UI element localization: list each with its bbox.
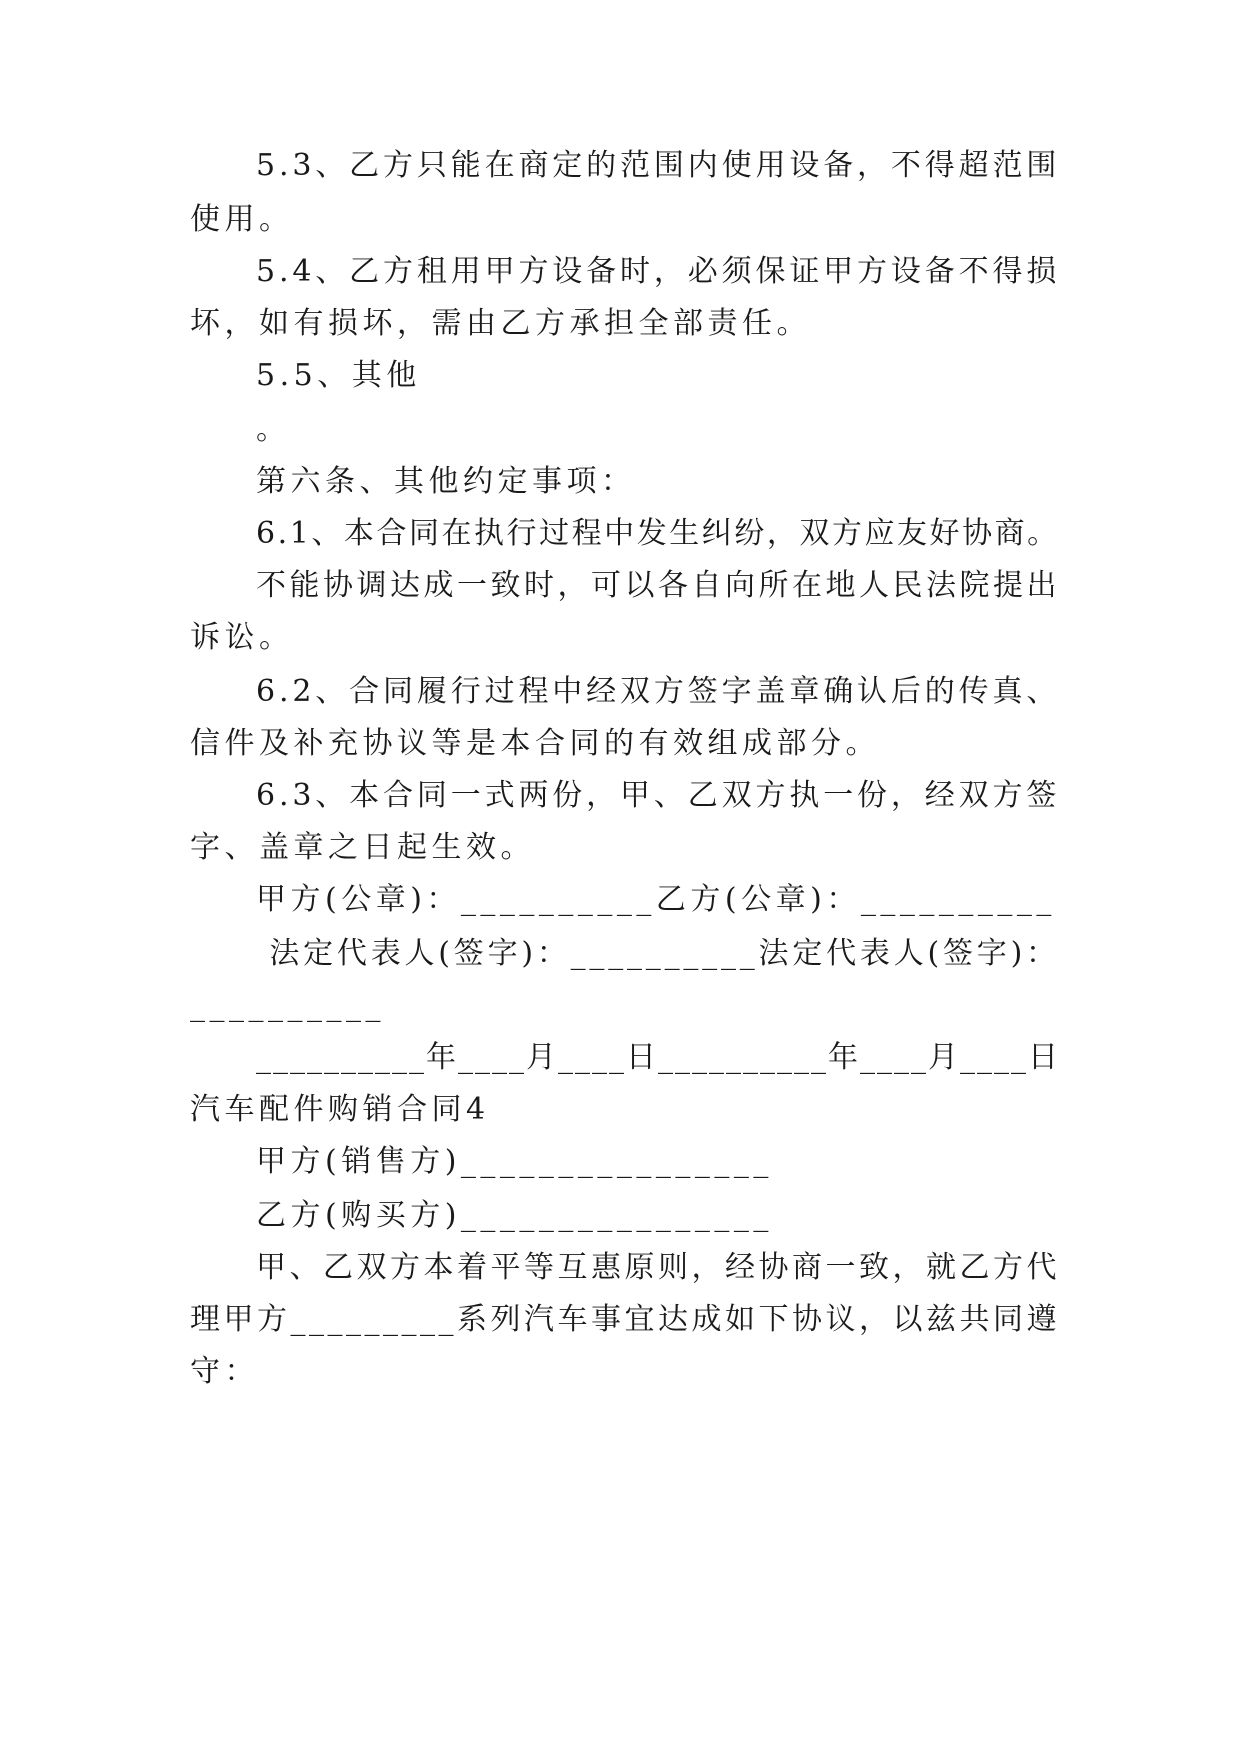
date-line: __________年____月____日__________年____月____日: [256, 1040, 1060, 1075]
clause-6-3-line-1: 6.3、本合同一式两份，甲、乙双方执一份，经双方签: [256, 778, 1061, 813]
clause-6-2-line-2: 信件及补充协议等是本合同的有效组成部分。: [190, 726, 880, 761]
clause-5-4-line-2: 坏，如有损坏，需由乙方承担全部责任。: [190, 306, 811, 341]
preamble-line-3: 守：: [190, 1354, 259, 1389]
article-6-heading: 第六条、其他约定事项：: [256, 464, 636, 499]
preamble-line-1: 甲、乙双方本着平等互惠原则，经协商一致，就乙方代: [256, 1250, 1060, 1285]
clause-6-2-line-1: 6.2、合同履行过程中经双方签字盖章确认后的传真、: [256, 674, 1061, 709]
preamble-line-2: 理甲方_________系列汽车事宜达成如下协议，以兹共同遵: [190, 1302, 1060, 1337]
contract-4-title: 汽车配件购销合同4: [190, 1092, 490, 1127]
clause-6-3-line-2: 字、盖章之日起生效。: [190, 830, 535, 865]
clause-5-5: 5.5、其他: [256, 358, 421, 393]
party-a-seller: 甲方(销售方)________________: [256, 1144, 773, 1179]
clause-5-5-end: 。: [256, 412, 291, 447]
clause-6-1-line-2: 不能协调达成一致时，可以各自向所在地人民法院提出: [256, 568, 1060, 603]
party-b-buyer: 乙方(购买方)________________: [256, 1198, 773, 1233]
seal-signature-line: 甲方(公章)：__________乙方(公章)：__________: [256, 882, 1056, 917]
clause-5-3-line-2: 使用。: [190, 202, 294, 237]
legal-representative-blank: __________: [190, 988, 385, 1023]
clause-6-1-line-1: 6.1、本合同在执行过程中发生纠纷，双方应友好协商。: [256, 516, 1060, 551]
legal-representative-line: 法定代表人(签字)：__________法定代表人(签字)：: [256, 936, 1060, 971]
clause-6-1-line-3: 诉讼。: [190, 620, 294, 655]
clause-5-4-line-1: 5.4、乙方租用甲方设备时，必须保证甲方设备不得损: [256, 254, 1061, 289]
clause-5-3-line-1: 5.3、乙方只能在商定的范围内使用设备，不得超范围: [256, 148, 1061, 183]
